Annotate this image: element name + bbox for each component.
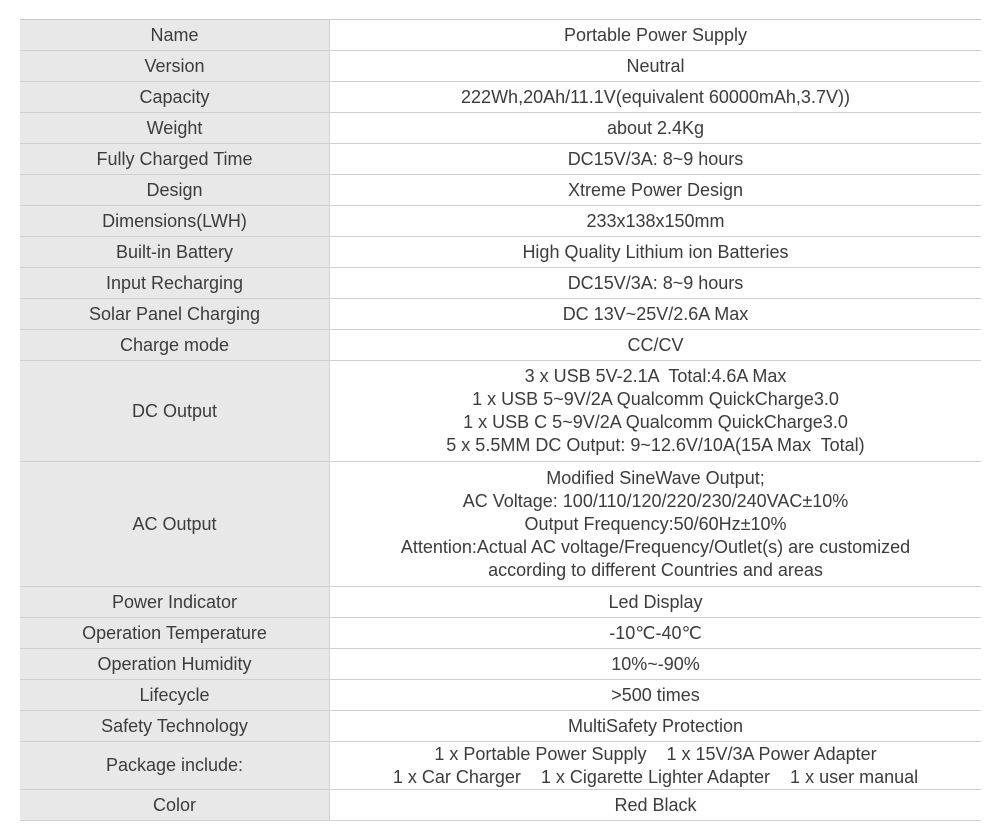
spec-value-line: CC/CV [627, 334, 684, 355]
spec-row-ac-output [20, 462, 981, 587]
spec-value-line: 10%~-90% [611, 653, 700, 674]
spec-value [330, 462, 982, 587]
spec-label: Safety Technology [20, 711, 330, 742]
spec-value-line: Attention:Actual AC voltage/Frequency/Outlet(s) are customized [400, 536, 911, 557]
spec-value [330, 742, 982, 790]
spec-value [330, 680, 982, 711]
spec-row-input-recharging [20, 268, 981, 299]
spec-value [330, 268, 982, 299]
spec-row-dc-output [20, 361, 981, 462]
spec-value-line: Modified SineWave Output; [546, 467, 765, 488]
spec-label: Lifecycle [20, 680, 330, 711]
spec-row-design [20, 175, 981, 206]
spec-value-line: 3 x USB 5V-2.1A Total:4.6A Max [524, 366, 787, 386]
spec-row-weight [20, 113, 981, 144]
spec-label: Capacity [20, 82, 330, 113]
spec-value-line: Portable Power Supply [563, 24, 748, 45]
spec-value [330, 790, 982, 821]
spec-value [330, 20, 982, 51]
spec-row-color [20, 790, 981, 821]
spec-value-line: Neutral [626, 55, 685, 76]
spec-value-line: DC15V/3A: 8~9 hours [567, 272, 744, 293]
spec-value-line: DC15V/3A: 8~9 hours [567, 148, 744, 169]
spec-label: Operation Temperature [20, 618, 330, 649]
spec-value-line: 1 x USB C 5~9V/2A Qualcomm QuickCharge3.0 [463, 412, 848, 432]
spec-label: Weight [20, 113, 330, 144]
spec-value [330, 587, 982, 618]
spec-value-line: about 2.4Kg [606, 117, 705, 138]
spec-value-line: 5 x 5.5MM DC Output: 9~12.6V/10A(15A Max Total) [446, 435, 865, 455]
spec-label: Built-in Battery [20, 237, 330, 268]
spec-label: Version [20, 51, 330, 82]
spec-value [330, 618, 982, 649]
spec-value-line: 1 x Portable Power Supply 1 x 15V/3A Power Adapter [434, 743, 877, 764]
spec-label: Solar Panel Charging [20, 299, 330, 330]
spec-row-version [20, 51, 981, 82]
spec-value-line: AC Voltage: 100/110/120/220/230/240VAC±10% [462, 490, 849, 511]
spec-value-line: Output Frequency:50/60Hz±10% [524, 513, 787, 534]
spec-label: DC Output [20, 361, 330, 462]
spec-label: Fully Charged Time [20, 144, 330, 175]
spec-label: Input Recharging [20, 268, 330, 299]
spec-label: AC Output [20, 462, 330, 587]
spec-value [330, 711, 982, 742]
spec-label: Operation Humidity [20, 649, 330, 680]
spec-value [330, 649, 982, 680]
spec-label: Package include: [20, 742, 330, 790]
spec-value [330, 206, 982, 237]
spec-value [330, 299, 982, 330]
spec-row-operation-temperature [20, 618, 981, 649]
spec-value [330, 51, 982, 82]
spec-row-safety-technology [20, 711, 981, 742]
spec-value-line: Red Black [614, 794, 697, 815]
spec-value [330, 330, 982, 361]
spec-label: Power Indicator [20, 587, 330, 618]
spec-row-solar-panel-charging [20, 299, 981, 330]
spec-value-line: 233x138x150mm [586, 210, 725, 231]
spec-row-operation-humidity [20, 649, 981, 680]
spec-row-fully-charged-time [20, 144, 981, 175]
spec-label: Design [20, 175, 330, 206]
spec-value-line: 1 x Car Charger 1 x Cigarette Lighter Adapter 1 x user manual [392, 766, 919, 787]
spec-row-dimensions [20, 206, 981, 237]
spec-row-charge-mode [20, 330, 981, 361]
spec-value [330, 237, 982, 268]
spec-value [330, 82, 982, 113]
spec-value-line: >500 times [611, 684, 700, 705]
spec-value-line: -10℃-40℃ [609, 622, 702, 643]
spec-row-built-in-battery [20, 237, 981, 268]
spec-value-line: DC 13V~25V/2.6A Max [562, 303, 749, 324]
spec-row-lifecycle [20, 680, 981, 711]
spec-table [20, 20, 981, 821]
spec-value-line: Xtreme Power Design [567, 179, 744, 200]
spec-label: Name [20, 20, 330, 51]
spec-label: Dimensions(LWH) [20, 206, 330, 237]
spec-value [330, 175, 982, 206]
spec-value [330, 113, 982, 144]
spec-value [330, 144, 982, 175]
spec-value-line: MultiSafety Protection [567, 715, 744, 736]
spec-row-package-include [20, 742, 981, 790]
spec-label: Color [20, 790, 330, 821]
spec-row-name [20, 20, 981, 51]
spec-row-power-indicator [20, 587, 981, 618]
spec-value-line: according to different Countries and areas [488, 559, 823, 580]
spec-value [330, 361, 982, 462]
spec-value-line: 1 x USB 5~9V/2A Qualcomm QuickCharge3.0 [472, 389, 839, 409]
spec-table-container [20, 19, 981, 821]
spec-label: Charge mode [20, 330, 330, 361]
spec-value-line: High Quality Lithium ion Batteries [522, 241, 789, 262]
spec-value-line: 222Wh,20Ah/11.1V(equivalent 60000mAh,3.7V)) [461, 86, 850, 107]
spec-value-line: Led Display [608, 591, 703, 612]
spec-row-capacity [20, 82, 981, 113]
